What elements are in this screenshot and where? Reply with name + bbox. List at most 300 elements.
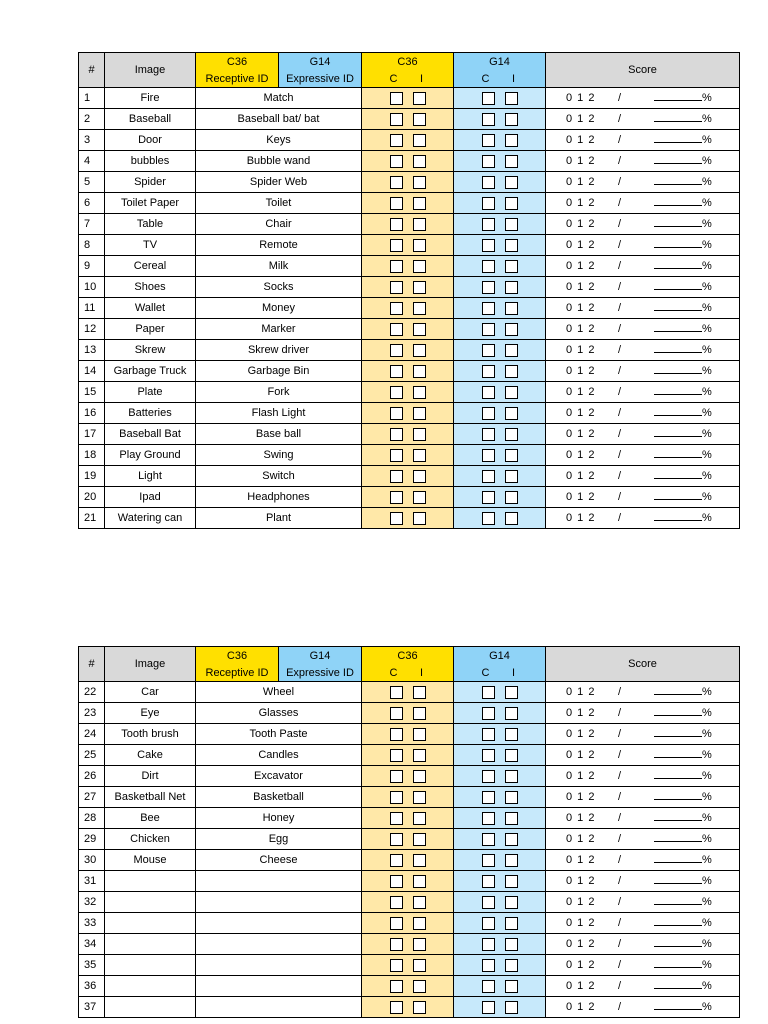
score-options[interactable]: 0 1 2	[566, 854, 596, 866]
g14-correct-checkbox[interactable]	[482, 155, 495, 168]
c36-correct-checkbox[interactable]	[390, 281, 403, 294]
score-blank[interactable]	[654, 997, 702, 1010]
g14-correct-checkbox[interactable]	[482, 491, 495, 504]
score-options[interactable]: 0 1 2	[566, 707, 596, 719]
score-blank[interactable]	[654, 871, 702, 884]
g14-correct-checkbox[interactable]	[482, 791, 495, 804]
c36-correct-checkbox[interactable]	[390, 833, 403, 846]
score-blank[interactable]	[654, 913, 702, 926]
header-score: Score	[546, 53, 740, 88]
score-blank[interactable]	[654, 487, 702, 500]
score-options[interactable]: 0 1 2	[566, 92, 596, 104]
score-blank[interactable]	[654, 319, 702, 332]
score-blank[interactable]	[654, 130, 702, 143]
score-options[interactable]: 0 1 2	[566, 875, 596, 887]
score-options[interactable]: 0 1 2	[566, 113, 596, 125]
score-blank[interactable]	[654, 955, 702, 968]
c36-correct-checkbox[interactable]	[390, 92, 403, 105]
score-blank[interactable]	[654, 88, 702, 101]
score-blank[interactable]	[654, 172, 702, 185]
g14-correct-checkbox[interactable]	[482, 386, 495, 399]
score-options[interactable]: 0 1 2	[566, 770, 596, 782]
row-number: 8	[79, 235, 105, 256]
row-image	[105, 997, 196, 1018]
g14-correct-checkbox[interactable]	[482, 938, 495, 951]
score-slash: /	[618, 491, 622, 503]
score-blank[interactable]	[654, 934, 702, 947]
c36-correct-checkbox[interactable]	[390, 791, 403, 804]
c36-correct-checkbox[interactable]	[390, 302, 403, 315]
score-slash: /	[618, 854, 622, 866]
score-blank[interactable]	[654, 682, 702, 695]
score-options[interactable]: 0 1 2	[566, 791, 596, 803]
score-cell	[546, 934, 740, 955]
g14-incorrect-checkbox[interactable]	[505, 512, 518, 525]
table-row	[79, 109, 740, 130]
score-blank[interactable]	[654, 193, 702, 206]
c36-correct-checkbox[interactable]	[390, 512, 403, 525]
c36-correct-checkbox[interactable]	[390, 770, 403, 783]
score-percent: %	[702, 917, 712, 929]
c36-incorrect-checkbox[interactable]	[413, 770, 426, 783]
c36-correct-checkbox[interactable]	[390, 686, 403, 699]
c36-checkboxes	[362, 151, 454, 172]
c36-correct-checkbox[interactable]	[390, 728, 403, 741]
score-options[interactable]: 0 1 2	[566, 281, 596, 293]
g14-correct-checkbox[interactable]	[482, 728, 495, 741]
g14-correct-checkbox[interactable]	[482, 854, 495, 867]
c36-incorrect-checkbox[interactable]	[413, 896, 426, 909]
g14-incorrect-checkbox[interactable]	[505, 281, 518, 294]
table-row	[79, 829, 740, 850]
row-number: 6	[79, 193, 105, 214]
score-cell	[546, 403, 740, 424]
score-percent: %	[702, 302, 712, 314]
score-options[interactable]: 0 1 2	[566, 980, 596, 992]
score-blank[interactable]	[654, 424, 702, 437]
g14-incorrect-checkbox[interactable]	[505, 833, 518, 846]
g14-correct-checkbox[interactable]	[482, 707, 495, 720]
g14-checkboxes	[454, 235, 546, 256]
score-blank[interactable]	[654, 445, 702, 458]
c36-incorrect-checkbox[interactable]	[413, 749, 426, 762]
c36-correct-checkbox[interactable]	[390, 959, 403, 972]
c36-correct-checkbox[interactable]	[390, 812, 403, 825]
g14-incorrect-checkbox[interactable]	[505, 959, 518, 972]
g14-incorrect-checkbox[interactable]	[505, 113, 518, 126]
c36-incorrect-checkbox[interactable]	[413, 854, 426, 867]
g14-incorrect-checkbox[interactable]	[505, 812, 518, 825]
score-options[interactable]: 0 1 2	[566, 365, 596, 377]
c36-correct-checkbox[interactable]	[390, 917, 403, 930]
g14-checkboxes	[454, 808, 546, 829]
c36-correct-checkbox[interactable]	[390, 980, 403, 993]
c36-checkboxes	[362, 997, 454, 1018]
score-slash: /	[618, 749, 622, 761]
g14-correct-checkbox[interactable]	[482, 512, 495, 525]
c36-correct-checkbox[interactable]	[390, 344, 403, 357]
score-percent: %	[702, 239, 712, 251]
score-blank[interactable]	[654, 892, 702, 905]
g14-incorrect-checkbox[interactable]	[505, 344, 518, 357]
c36-correct-checkbox[interactable]	[390, 260, 403, 273]
g14-incorrect-checkbox[interactable]	[505, 239, 518, 252]
score-blank[interactable]	[654, 382, 702, 395]
score-cell	[546, 382, 740, 403]
score-cell	[546, 787, 740, 808]
score-slash: /	[618, 134, 622, 146]
score-options[interactable]: 0 1 2	[566, 686, 596, 698]
g14-incorrect-checkbox[interactable]	[505, 323, 518, 336]
row-pair-item: Toilet	[196, 193, 362, 214]
g14-incorrect-checkbox[interactable]	[505, 302, 518, 315]
g14-correct-checkbox[interactable]	[482, 770, 495, 783]
score-options[interactable]: 0 1 2	[566, 428, 596, 440]
g14-correct-checkbox[interactable]	[482, 218, 495, 231]
row-pair-item	[196, 934, 362, 955]
score-cell	[546, 703, 740, 724]
g14-correct-checkbox[interactable]	[482, 686, 495, 699]
g14-incorrect-checkbox[interactable]	[505, 197, 518, 210]
c36-incorrect-checkbox[interactable]	[413, 344, 426, 357]
c36-checkboxes	[362, 445, 454, 466]
g14-correct-checkbox[interactable]	[482, 344, 495, 357]
g14-correct-checkbox[interactable]	[482, 239, 495, 252]
g14-correct-checkbox[interactable]	[482, 875, 495, 888]
score-cell	[546, 193, 740, 214]
score-options[interactable]: 0 1 2	[566, 917, 596, 929]
c36-incorrect-checkbox[interactable]	[413, 134, 426, 147]
g14-correct-checkbox[interactable]	[482, 92, 495, 105]
g14-incorrect-checkbox[interactable]	[505, 791, 518, 804]
c36-correct-checkbox[interactable]	[390, 197, 403, 210]
score-blank[interactable]	[654, 850, 702, 863]
c36-correct-checkbox[interactable]	[390, 896, 403, 909]
g14-correct-checkbox[interactable]	[482, 365, 495, 378]
c36-incorrect-checkbox[interactable]	[413, 281, 426, 294]
c36-correct-checkbox[interactable]	[390, 323, 403, 336]
row-image: Batteries	[105, 403, 196, 424]
g14-incorrect-checkbox[interactable]	[505, 770, 518, 783]
g14-incorrect-checkbox[interactable]	[505, 938, 518, 951]
score-blank[interactable]	[654, 109, 702, 122]
score-slash: /	[618, 512, 622, 524]
g14-correct-checkbox[interactable]	[482, 197, 495, 210]
score-blank[interactable]	[654, 703, 702, 716]
g14-incorrect-checkbox[interactable]	[505, 218, 518, 231]
g14-incorrect-checkbox[interactable]	[505, 917, 518, 930]
row-number: 19	[79, 466, 105, 487]
score-blank[interactable]	[654, 340, 702, 353]
score-cell	[546, 808, 740, 829]
c36-checkboxes	[362, 892, 454, 913]
score-cell	[546, 235, 740, 256]
score-options[interactable]: 0 1 2	[566, 302, 596, 314]
c36-correct-checkbox[interactable]	[390, 365, 403, 378]
score-options[interactable]: 0 1 2	[566, 812, 596, 824]
score-blank[interactable]	[654, 151, 702, 164]
c36-correct-checkbox[interactable]	[390, 134, 403, 147]
g14-incorrect-checkbox[interactable]	[505, 875, 518, 888]
score-options[interactable]: 0 1 2	[566, 512, 596, 524]
c36-incorrect-checkbox[interactable]	[413, 938, 426, 951]
g14-checkboxes	[454, 151, 546, 172]
c36-incorrect-checkbox[interactable]	[413, 812, 426, 825]
g14-incorrect-checkbox[interactable]	[505, 155, 518, 168]
c36-correct-checkbox[interactable]	[390, 113, 403, 126]
score-options[interactable]: 0 1 2	[566, 896, 596, 908]
score-percent: %	[702, 491, 712, 503]
c36-incorrect-checkbox[interactable]	[413, 197, 426, 210]
g14-correct-checkbox[interactable]	[482, 176, 495, 189]
g14-incorrect-checkbox[interactable]	[505, 176, 518, 189]
g14-incorrect-checkbox[interactable]	[505, 491, 518, 504]
c36-incorrect-checkbox[interactable]	[413, 707, 426, 720]
score-percent: %	[702, 470, 712, 482]
g14-correct-checkbox[interactable]	[482, 113, 495, 126]
g14-incorrect-checkbox[interactable]	[505, 470, 518, 483]
score-percent: %	[702, 176, 712, 188]
g14-incorrect-checkbox[interactable]	[505, 707, 518, 720]
header-image: Image	[105, 53, 196, 88]
c36-correct-checkbox[interactable]	[390, 470, 403, 483]
score-options[interactable]: 0 1 2	[566, 491, 596, 503]
c36-incorrect-checkbox[interactable]	[413, 728, 426, 741]
c36-correct-checkbox[interactable]	[390, 875, 403, 888]
g14-correct-checkbox[interactable]	[482, 1001, 495, 1014]
c36-incorrect-checkbox[interactable]	[413, 917, 426, 930]
g14-checkboxes	[454, 976, 546, 997]
g14-incorrect-checkbox[interactable]	[505, 386, 518, 399]
g14-correct-checkbox[interactable]	[482, 407, 495, 420]
table-row	[79, 193, 740, 214]
row-number: 18	[79, 445, 105, 466]
c36-incorrect-checkbox[interactable]	[413, 218, 426, 231]
row-image: Shoes	[105, 277, 196, 298]
c36-correct-checkbox[interactable]	[390, 938, 403, 951]
c36-correct-checkbox[interactable]	[390, 1001, 403, 1014]
score-cell	[546, 424, 740, 445]
score-blank[interactable]	[654, 766, 702, 779]
g14-correct-checkbox[interactable]	[482, 980, 495, 993]
score-blank[interactable]	[654, 724, 702, 737]
score-options[interactable]: 0 1 2	[566, 218, 596, 230]
score-options[interactable]: 0 1 2	[566, 959, 596, 971]
c36-incorrect-checkbox[interactable]	[413, 176, 426, 189]
c36-incorrect-checkbox[interactable]	[413, 239, 426, 252]
c36-correct-checkbox[interactable]	[390, 707, 403, 720]
g14-incorrect-checkbox[interactable]	[505, 686, 518, 699]
row-number: 10	[79, 277, 105, 298]
c36-incorrect-checkbox[interactable]	[413, 386, 426, 399]
g14-correct-checkbox[interactable]	[482, 896, 495, 909]
score-options[interactable]: 0 1 2	[566, 449, 596, 461]
g14-correct-checkbox[interactable]	[482, 749, 495, 762]
g14-correct-checkbox[interactable]	[482, 917, 495, 930]
row-number: 36	[79, 976, 105, 997]
c36-correct-checkbox[interactable]	[390, 386, 403, 399]
c36-correct-checkbox[interactable]	[390, 407, 403, 420]
g14-incorrect-checkbox[interactable]	[505, 896, 518, 909]
header-g14-expressive: G14	[279, 647, 362, 665]
score-options[interactable]: 0 1 2	[566, 470, 596, 482]
g14-incorrect-checkbox[interactable]	[505, 1001, 518, 1014]
g14-correct-checkbox[interactable]	[482, 260, 495, 273]
g14-checkboxes	[454, 745, 546, 766]
score-blank[interactable]	[654, 277, 702, 290]
table-row	[79, 277, 740, 298]
c36-incorrect-checkbox[interactable]	[413, 470, 426, 483]
table-row	[79, 361, 740, 382]
row-number: 15	[79, 382, 105, 403]
g14-correct-checkbox[interactable]	[482, 470, 495, 483]
score-blank[interactable]	[654, 403, 702, 416]
c36-correct-checkbox[interactable]	[390, 749, 403, 762]
c36-incorrect-checkbox[interactable]	[413, 449, 426, 462]
c36-incorrect-checkbox[interactable]	[413, 260, 426, 273]
c36-correct-checkbox[interactable]	[390, 176, 403, 189]
g14-incorrect-checkbox[interactable]	[505, 449, 518, 462]
c36-incorrect-checkbox[interactable]	[413, 959, 426, 972]
score-blank[interactable]	[654, 787, 702, 800]
g14-incorrect-checkbox[interactable]	[505, 365, 518, 378]
row-pair-item: Skrew driver	[196, 340, 362, 361]
c36-incorrect-checkbox[interactable]	[413, 1001, 426, 1014]
c36-incorrect-checkbox[interactable]	[413, 323, 426, 336]
score-cell	[546, 298, 740, 319]
score-options[interactable]: 0 1 2	[566, 407, 596, 419]
g14-correct-checkbox[interactable]	[482, 134, 495, 147]
score-blank[interactable]	[654, 298, 702, 311]
score-percent: %	[702, 707, 712, 719]
row-image: Dirt	[105, 766, 196, 787]
score-options[interactable]: 0 1 2	[566, 239, 596, 251]
c36-correct-checkbox[interactable]	[390, 491, 403, 504]
score-options[interactable]: 0 1 2	[566, 197, 596, 209]
g14-correct-checkbox[interactable]	[482, 833, 495, 846]
c36-incorrect-checkbox[interactable]	[413, 407, 426, 420]
c36-correct-checkbox[interactable]	[390, 155, 403, 168]
c36-incorrect-checkbox[interactable]	[413, 791, 426, 804]
g14-correct-checkbox[interactable]	[482, 281, 495, 294]
c36-incorrect-checkbox[interactable]	[413, 686, 426, 699]
g14-correct-checkbox[interactable]	[482, 323, 495, 336]
g14-incorrect-checkbox[interactable]	[505, 980, 518, 993]
c36-checkboxes	[362, 340, 454, 361]
g14-incorrect-checkbox[interactable]	[505, 407, 518, 420]
g14-incorrect-checkbox[interactable]	[505, 134, 518, 147]
c36-incorrect-checkbox[interactable]	[413, 92, 426, 105]
g14-checkboxes	[454, 277, 546, 298]
score-options[interactable]: 0 1 2	[566, 176, 596, 188]
c36-incorrect-checkbox[interactable]	[413, 428, 426, 441]
score-options[interactable]: 0 1 2	[566, 749, 596, 761]
row-pair-item	[196, 913, 362, 934]
g14-incorrect-checkbox[interactable]	[505, 728, 518, 741]
score-blank[interactable]	[654, 235, 702, 248]
g14-checkboxes	[454, 403, 546, 424]
table-row	[79, 745, 740, 766]
c36-incorrect-checkbox[interactable]	[413, 980, 426, 993]
g14-incorrect-checkbox[interactable]	[505, 428, 518, 441]
score-options[interactable]: 0 1 2	[566, 728, 596, 740]
score-blank[interactable]	[654, 214, 702, 227]
g14-incorrect-checkbox[interactable]	[505, 854, 518, 867]
c36-incorrect-checkbox[interactable]	[413, 875, 426, 888]
score-options[interactable]: 0 1 2	[566, 1001, 596, 1013]
g14-correct-checkbox[interactable]	[482, 959, 495, 972]
score-blank[interactable]	[654, 508, 702, 521]
table-row	[79, 892, 740, 913]
g14-checkboxes	[454, 319, 546, 340]
row-number: 37	[79, 997, 105, 1018]
score-blank[interactable]	[654, 361, 702, 374]
c36-incorrect-checkbox[interactable]	[413, 512, 426, 525]
row-image: Skrew	[105, 340, 196, 361]
score-percent: %	[702, 428, 712, 440]
c36-incorrect-checkbox[interactable]	[413, 491, 426, 504]
g14-correct-checkbox[interactable]	[482, 302, 495, 315]
row-pair-item: Egg	[196, 829, 362, 850]
score-options[interactable]: 0 1 2	[566, 938, 596, 950]
g14-correct-checkbox[interactable]	[482, 449, 495, 462]
c36-checkboxes	[362, 361, 454, 382]
c36-correct-checkbox[interactable]	[390, 218, 403, 231]
c36-incorrect-checkbox[interactable]	[413, 302, 426, 315]
score-options[interactable]: 0 1 2	[566, 323, 596, 335]
score-blank[interactable]	[654, 808, 702, 821]
score-options[interactable]: 0 1 2	[566, 386, 596, 398]
score-options[interactable]: 0 1 2	[566, 134, 596, 146]
score-blank[interactable]	[654, 829, 702, 842]
c36-incorrect-checkbox[interactable]	[413, 365, 426, 378]
score-options[interactable]: 0 1 2	[566, 833, 596, 845]
table-row	[79, 214, 740, 235]
score-options[interactable]: 0 1 2	[566, 155, 596, 167]
score-percent: %	[702, 896, 712, 908]
score-percent: %	[702, 365, 712, 377]
score-blank[interactable]	[654, 745, 702, 758]
g14-incorrect-checkbox[interactable]	[505, 749, 518, 762]
score-percent: %	[702, 113, 712, 125]
row-pair-item: Milk	[196, 256, 362, 277]
score-blank[interactable]	[654, 976, 702, 989]
c36-correct-checkbox[interactable]	[390, 239, 403, 252]
g14-incorrect-checkbox[interactable]	[505, 260, 518, 273]
g14-checkboxes	[454, 298, 546, 319]
g14-correct-checkbox[interactable]	[482, 428, 495, 441]
g14-correct-checkbox[interactable]	[482, 812, 495, 825]
c36-incorrect-checkbox[interactable]	[413, 155, 426, 168]
header-c36-ci: C I	[362, 70, 454, 88]
c36-correct-checkbox[interactable]	[390, 449, 403, 462]
score-cell	[546, 487, 740, 508]
score-slash: /	[618, 1001, 622, 1013]
g14-incorrect-checkbox[interactable]	[505, 92, 518, 105]
c36-correct-checkbox[interactable]	[390, 854, 403, 867]
score-options[interactable]: 0 1 2	[566, 344, 596, 356]
score-percent: %	[702, 938, 712, 950]
row-pair-item: Spider Web	[196, 172, 362, 193]
score-blank[interactable]	[654, 256, 702, 269]
c36-incorrect-checkbox[interactable]	[413, 113, 426, 126]
score-blank[interactable]	[654, 466, 702, 479]
c36-incorrect-checkbox[interactable]	[413, 833, 426, 846]
g14-checkboxes	[454, 130, 546, 151]
c36-correct-checkbox[interactable]	[390, 428, 403, 441]
score-percent: %	[702, 875, 712, 887]
score-options[interactable]: 0 1 2	[566, 260, 596, 272]
